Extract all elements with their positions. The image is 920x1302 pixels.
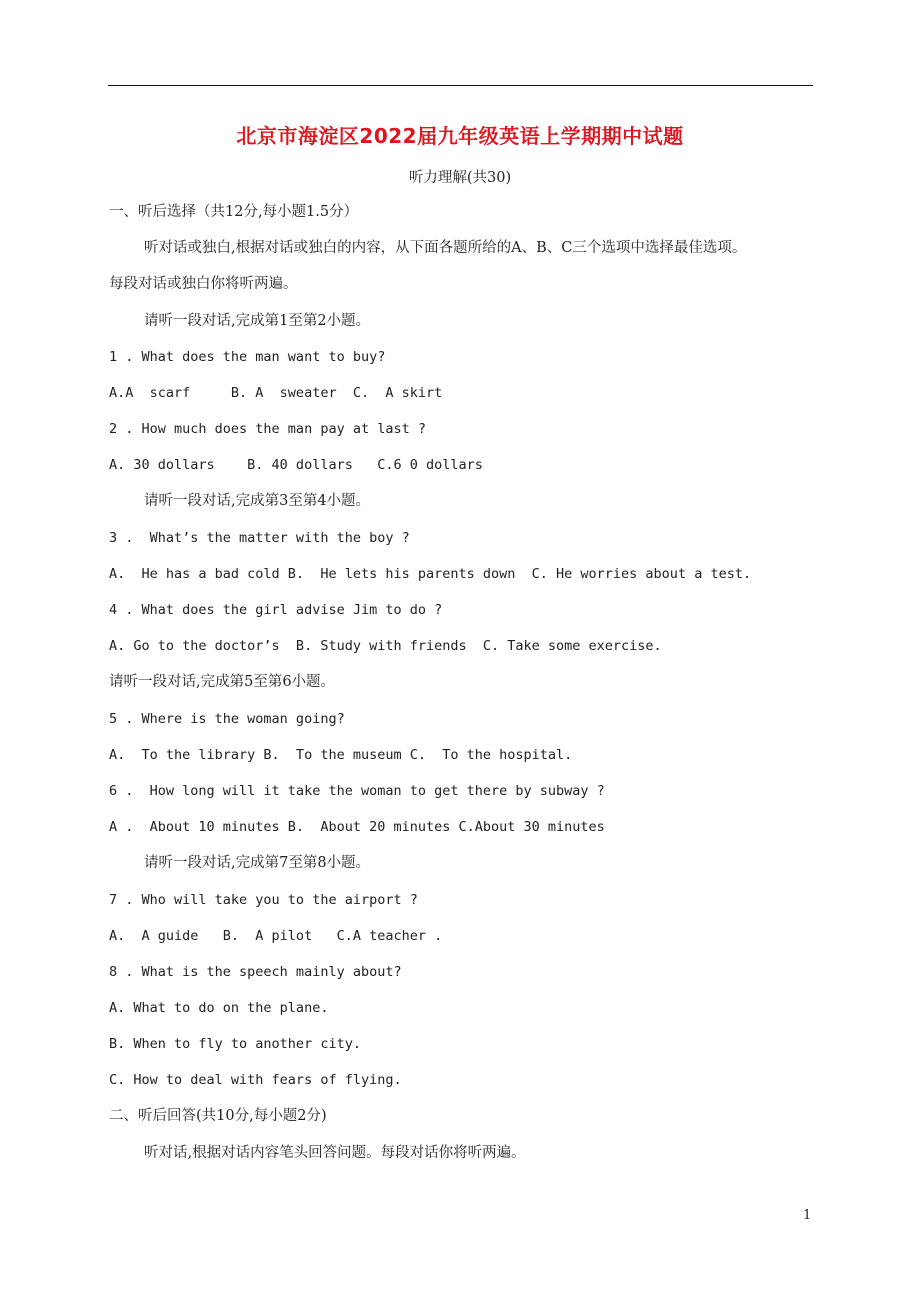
question-8: 8 . What is the speech mainly about? (109, 964, 402, 980)
section1-heading: 一、听后选择（共12分,每小题1.5分） (109, 204, 359, 220)
question-5: 5 . Where is the woman going? (109, 711, 345, 727)
question-8-option-b: B. When to fly to another city. (109, 1036, 361, 1052)
top-rule (108, 85, 813, 86)
section2-heading: 二、听后回答(共10分,每小题2分) (109, 1108, 327, 1124)
question-8-option-c: C. How to deal with fears of flying. (109, 1072, 402, 1088)
page-number: 1 (803, 1208, 812, 1223)
question-8-option-a: A. What to do on the plane. (109, 1000, 329, 1016)
section2-instruction: 听对话,根据对话内容笔头回答问题。每段对话你将听两遍。 (144, 1145, 526, 1161)
section1-instruction: 听对话或独白,根据对话或独白的内容，从下面各题所给的A、B、C三个选项中选择最佳选项。 (144, 240, 747, 256)
question-1: 1 . What does the man want to buy? (109, 349, 386, 365)
question-3: 3 . What’s the matter with the boy ? (109, 530, 410, 546)
prompt-q3-q4: 请听一段对话,完成第3至第4小题。 (144, 493, 371, 509)
question-2-options: A. 30 dollars B. 40 dollars C.6 0 dollars (109, 457, 483, 473)
question-6-options: A . About 10 minutes B. About 20 minutes C.About 30 minutes (109, 819, 605, 835)
question-7-options: A. A guide B. A pilot C.A teacher . (109, 928, 443, 944)
page-title: 北京市海淀区2022届九年级英语上学期期中试题 (236, 124, 684, 148)
prompt-q5-q6: 请听一段对话,完成第5至第6小题。 (109, 674, 336, 690)
question-7: 7 . Who will take you to the airport ? (109, 892, 418, 908)
prompt-q1-q2: 请听一段对话,完成第1至第2小题。 (144, 313, 371, 329)
prompt-q7-q8: 请听一段对话,完成第7至第8小题。 (144, 855, 371, 871)
section1-instruction-cont: 每段对话或独白你将听两遍。 (109, 276, 298, 292)
question-4: 4 . What does the girl advise Jim to do ? (109, 602, 443, 618)
page-subtitle: 听力理解(共30) (408, 170, 512, 186)
question-1-options: A.A scarf B. A sweater C. A skirt (109, 385, 443, 401)
question-5-options: A. To the library B. To the museum C. To the hospital. (109, 747, 573, 763)
question-2: 2 . How much does the man pay at last ? (109, 421, 426, 437)
question-6: 6 . How long will it take the woman to get there by subway ? (109, 783, 605, 799)
question-4-options: A. Go to the doctor’s B. Study with friends C. Take some exercise. (109, 638, 662, 654)
question-3-options: A. He has a bad cold B. He lets his parents down C. He worries about a test. (109, 566, 752, 582)
